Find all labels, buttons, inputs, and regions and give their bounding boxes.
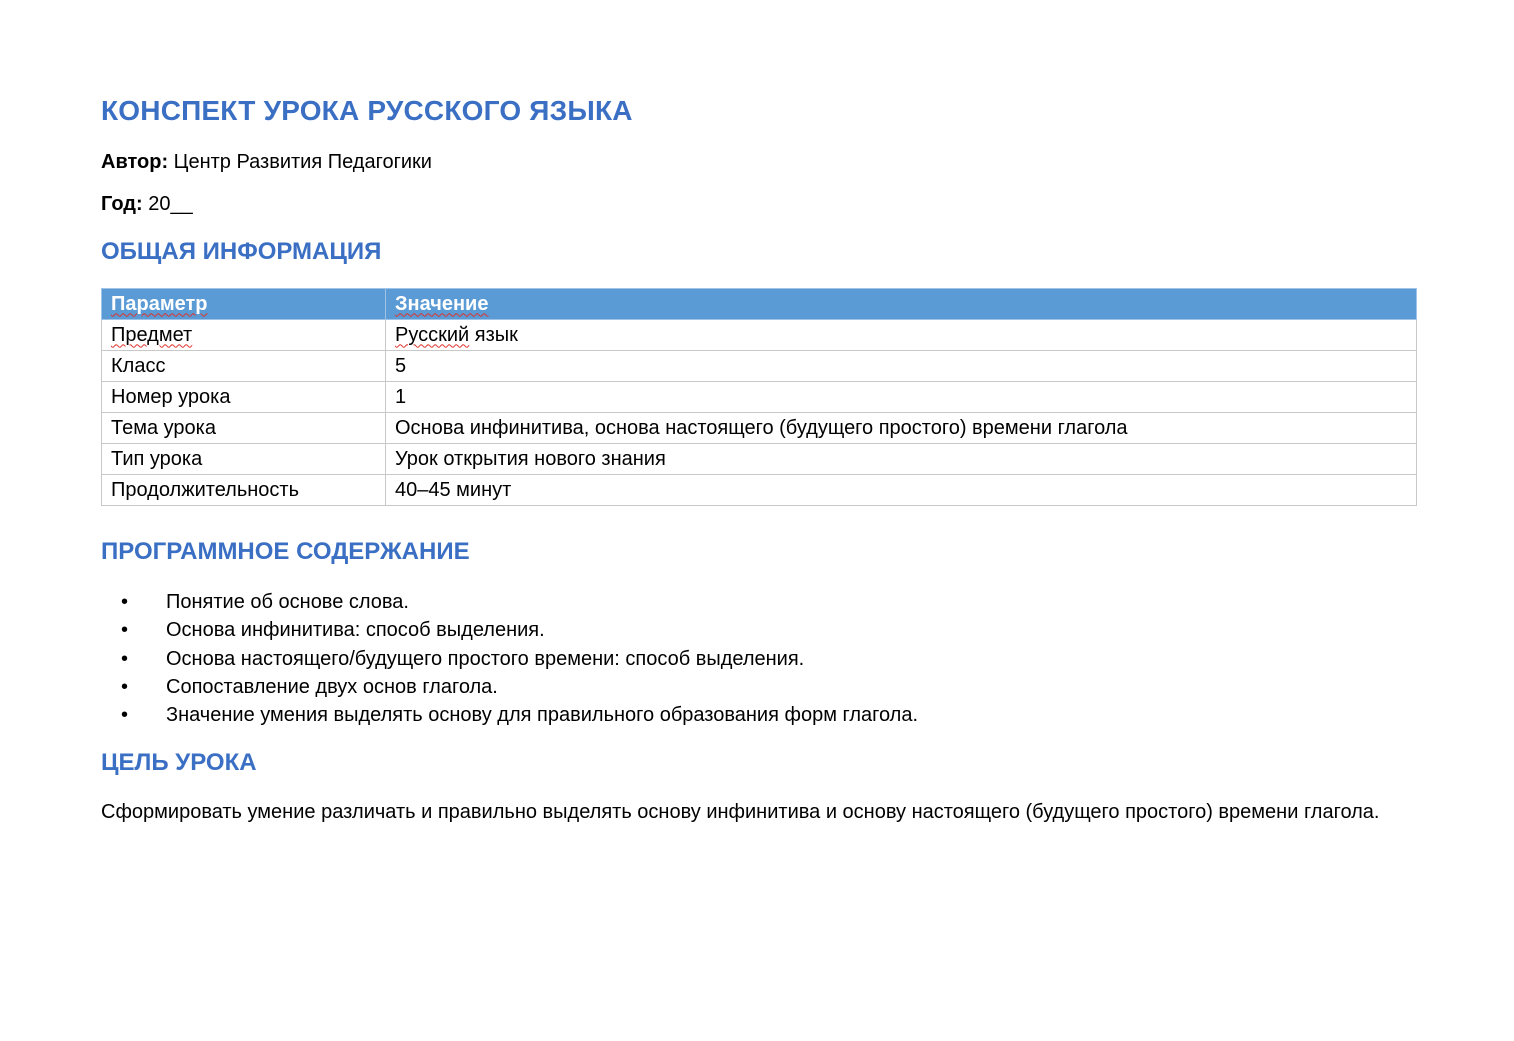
program-content-heading: ПРОГРАММНОЕ СОДЕРЖАНИЕ xyxy=(101,538,470,565)
table-cell: Урок открытия нового знания xyxy=(386,444,1417,475)
bullet-icon: • xyxy=(121,591,129,613)
table-row xyxy=(102,475,1417,506)
lesson-goal-text: Сформировать умение различать и правильно выделять основу инфинитива и основу настоящего (будущего простого) времени глагола. xyxy=(101,801,1380,823)
list-item: • Основа настоящего/будущего простого времени: способ выделения. xyxy=(101,645,918,673)
lesson-goal-heading: ЦЕЛЬ УРОКА xyxy=(101,749,257,776)
table-cell: 5 xyxy=(386,351,1417,382)
year-value: 20__ xyxy=(148,193,193,215)
table-cell: 1 xyxy=(386,382,1417,413)
author-line xyxy=(101,151,432,174)
table-cell: 40–45 минут xyxy=(386,475,1417,506)
bullet-icon: • xyxy=(121,647,129,670)
table-row xyxy=(102,444,1417,475)
general-info-table xyxy=(101,288,1417,506)
table-row xyxy=(102,413,1417,444)
table-row xyxy=(102,351,1417,382)
bullet-icon: • xyxy=(121,704,129,727)
program-content-list xyxy=(101,588,918,729)
table-row xyxy=(102,382,1417,413)
table-cell: Основа инфинитива, основа настоящего (будущего простого) времени глагола xyxy=(386,413,1417,444)
year-line xyxy=(101,193,193,216)
table-cell: Тема урока xyxy=(102,413,386,444)
author-value: Центр Развития Педагогики xyxy=(173,151,432,173)
general-info-heading: ОБЩАЯ ИНФОРМАЦИЯ xyxy=(101,238,382,265)
table-header-row xyxy=(102,289,1417,320)
table-cell: Продолжительность xyxy=(102,475,386,506)
table-cell: Тип урока xyxy=(102,444,386,475)
table-cell: Предмет xyxy=(102,320,386,351)
table-cell: Русский язык xyxy=(386,320,1417,351)
bullet-icon: • xyxy=(121,619,129,642)
table-cell: Номер урока xyxy=(102,382,386,413)
list-item: • Сопоставление двух основ глагола. xyxy=(101,673,918,701)
list-item: • Основа инфинитива: способ выделения. xyxy=(101,616,918,644)
document-title: КОНСПЕКТ УРОКА РУССКОГО ЯЗЫКА xyxy=(101,95,633,126)
list-item: • Понятие об основе слова. xyxy=(101,588,918,616)
table-cell: Класс xyxy=(102,351,386,382)
table-row xyxy=(102,320,1417,351)
table-header-cell: Параметр xyxy=(102,289,386,320)
year-label: Год: xyxy=(101,193,143,215)
bullet-icon: • xyxy=(121,675,129,698)
author-label: Автор: xyxy=(101,151,169,173)
table-header-cell: Значение xyxy=(386,289,1417,320)
list-item: • Значение умения выделять основу для правильного образования форм глагола. xyxy=(101,701,918,729)
